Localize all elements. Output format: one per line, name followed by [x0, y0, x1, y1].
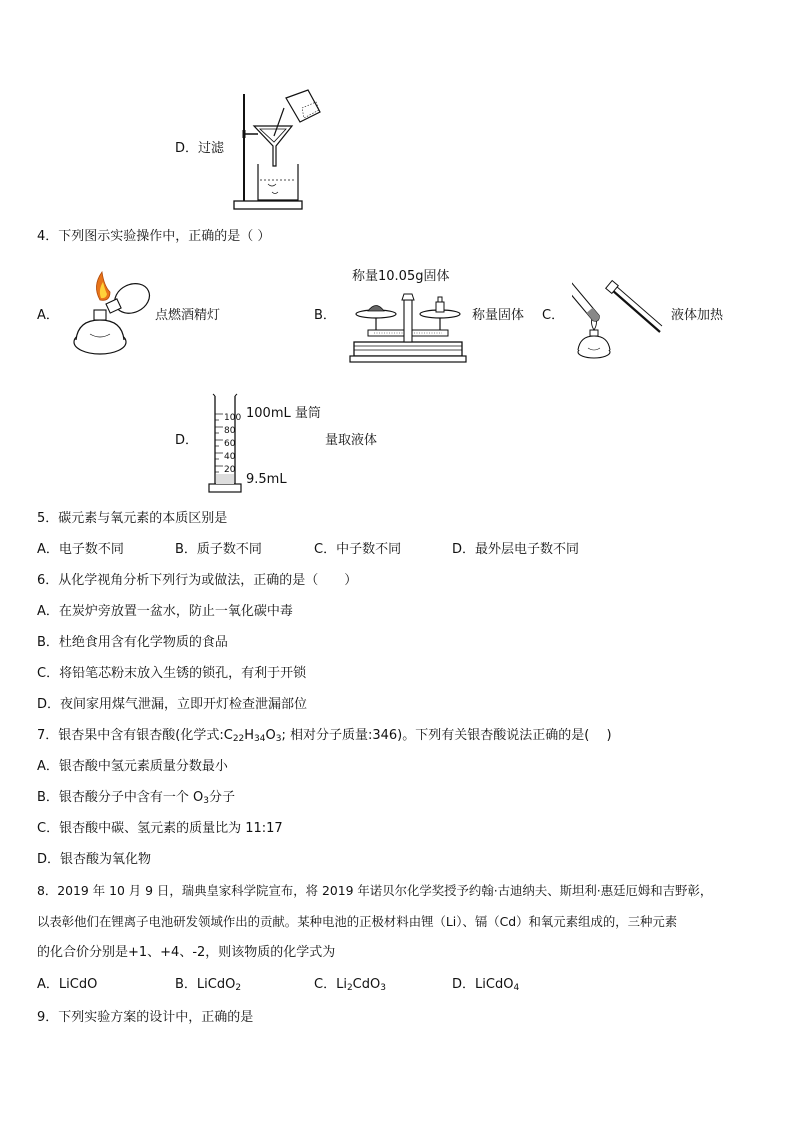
q4-option-d-cylinder-label: 100mL 量筒 — [246, 406, 321, 421]
q5-option-c: C．中子数不同 — [314, 542, 402, 557]
q5-option-b: B．质子数不同 — [175, 542, 262, 557]
cylinder-tick-60: 60 — [224, 439, 236, 449]
q4-option-c-caption: 液体加热 — [671, 308, 724, 323]
q4-option-b-letter: B． — [314, 308, 336, 323]
q7-option-b: B．银杏酸分子中含有一个 $O_3$分子 — [37, 790, 236, 806]
liquid-heating-figure — [572, 272, 668, 362]
q5-option-d: D．最外层电子数不同 — [452, 542, 580, 557]
q8-option-b: B．LiCdO$_2$ — [175, 977, 242, 993]
q6-option-b: B．杜绝食用含有化学物质的食品 — [37, 635, 228, 650]
cylinder-tick-20: 20 — [224, 465, 236, 475]
q4-option-c-letter: C． — [542, 308, 565, 323]
q9-stem: 9．下列实验方案的设计中，正确的是 — [37, 1010, 254, 1025]
q4-option-b-caption: 称量固体 — [472, 308, 525, 323]
q8-stem-line1: 8．2019 年 10 月 9 日，瑞典皇家科学院宣布，将 2019 年诺贝尔化学奖授予约翰·古迪纳夫、斯坦利·惠廷厄姆和吉野彰， — [37, 883, 713, 898]
q5-option-a: A．电子数不同 — [37, 542, 124, 557]
q7-option-c: C．银杏酸中碳、氢元素的质量比为 11:17 — [37, 821, 283, 836]
q6-stem: 6．从化学视角分析下列行为或做法，正确的是（ ） — [37, 573, 358, 588]
q4-stem: 4．下列图示实验操作中，正确的是（ ） — [37, 229, 271, 244]
cylinder-tick-40: 40 — [224, 452, 236, 462]
q6-option-a: A．在炭炉旁放置一盆水，防止一氧化碳中毒 — [37, 604, 293, 619]
cylinder-tick-100: 100 — [224, 413, 242, 423]
q4-option-d-reading: 9.5mL — [246, 472, 287, 487]
q5-stem: 5．碳元素与氧元素的本质区别是 — [37, 511, 228, 526]
balance-scale-figure — [348, 286, 468, 364]
cylinder-tick-80: 80 — [224, 426, 236, 436]
q8-stem-line3: 的化合价分别是+1、+4、-2，则该物质的化学式为 — [37, 945, 336, 960]
q4-option-a-letter: A． — [37, 308, 59, 323]
q8-stem-line2: 以表彰他们在锂离子电池研发领域作出的贡献。某种电池的正极材料由锂（Li）、镉（Cd）和氧元素组成的，三种元素 — [37, 914, 678, 929]
alcohol-lamp-lighting-figure — [70, 270, 156, 360]
q8-option-a: A．LiCdO — [37, 977, 98, 992]
q4-option-d-caption: 量取液体 — [325, 433, 378, 448]
q3-option-d: D．过滤 — [175, 141, 225, 156]
q8-option-c: C．$Li_2CdO_3$ — [314, 977, 386, 993]
q7-option-d: D．银杏酸为氧化物 — [37, 852, 152, 867]
q8-option-d: D．LiCdO$_4$ — [452, 977, 520, 993]
q7-stem: 7．银杏果中含有银杏酸(化学式$:C_{22}H_{34}O_3$; 相对分子质量:346)。下列有关银杏酸说法正确的是( ) — [37, 728, 612, 744]
filtration-apparatus-figure — [228, 88, 328, 213]
q7-option-a: A．银杏酸中氢元素质量分数最小 — [37, 759, 228, 774]
q4-option-d-letter: D． — [175, 433, 199, 448]
q4-option-b-top-label: 称量10.05g固体 — [352, 269, 450, 284]
q6-option-c: C．将铅笔芯粉末放入生锈的锁孔，有利于开锁 — [37, 666, 307, 681]
q6-option-d: D．夜间家用煤气泄漏，立即开灯检查泄漏部位 — [37, 697, 308, 712]
q4-option-a-caption: 点燃酒精灯 — [155, 308, 221, 323]
